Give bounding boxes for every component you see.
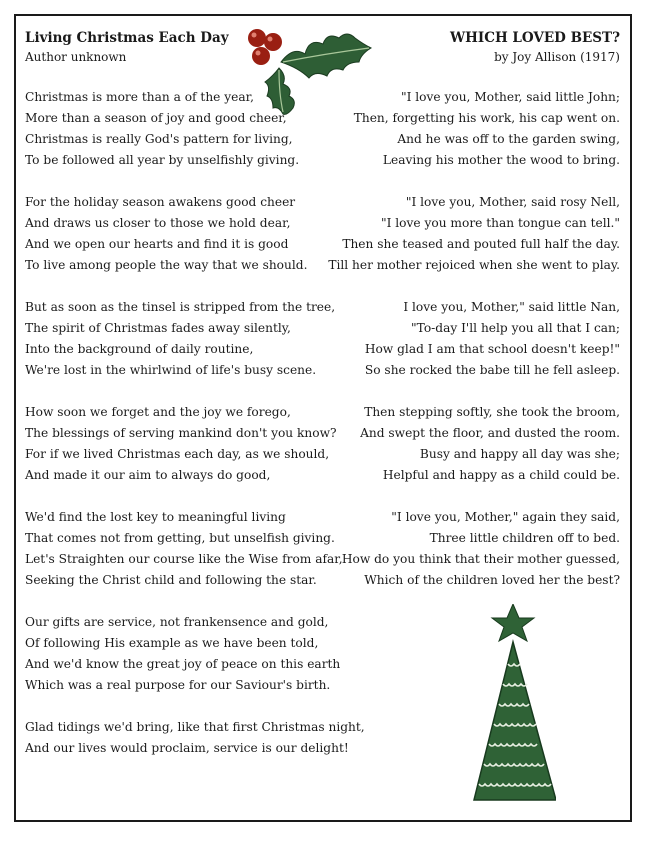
right-poem-line: Then stepping softly, she took the broom, [364,405,620,419]
right-poem-line: How glad I am that school doesn't keep!" [364,342,620,356]
left-poem-stanza [25,402,355,486]
right-poem-line: How do you think that their mother guessed, [341,552,620,566]
left-poem-line: To live among people the way that we should. [25,258,308,272]
right-poem-stanza [320,297,620,381]
left-poem-line: That comes not from getting, but unselfish giving. [25,531,335,545]
left-poem-line: Of following His example as we have been told, [25,636,319,650]
right-poem-line: "I love you, Mother, said little John; [400,90,620,104]
left-poem-line: Which was a real purpose for our Saviour's birth. [25,678,331,692]
right-poem-title: WHICH LOVED BEST? [449,30,620,46]
right-poem-line: Till her mother rejoiced when she went to play. [328,258,620,272]
left-poem-stanza [25,717,365,759]
left-poem-line: More than a season of joy and good cheer, [25,111,287,125]
left-poem-line: Seeking the Christ child and following the star. [25,573,317,587]
left-poem-line: Let's Straighten our course like the Wise from afar, [25,552,343,566]
left-poem-line: We're lost in the whirlwind of life's busy scene. [25,363,317,377]
right-poem-stanza [320,402,620,486]
left-poem-line: To be followed all year by unselfishly giving. [25,153,300,167]
right-poem-line: And swept the floor, and dusted the room. [360,426,620,440]
left-poem-stanza [25,507,355,591]
right-poem-line: Busy and happy all day was she; [419,447,620,461]
right-poem-line: "I love you more than tongue can tell." [380,216,620,230]
left-poem-line: How soon we forget and the joy we forego, [25,405,291,419]
left-poem-line: The spirit of Christmas fades away silently, [25,321,291,335]
left-poem-line: For the holiday season awakens good cheer [25,195,296,209]
left-poem-line: The blessings of serving mankind don't you know? [25,426,337,440]
left-poem-line: We'd find the lost key to meaningful living [25,510,286,524]
left-poem-line: And draws us closer to those we hold dear, [25,216,291,230]
right-poem-line: So she rocked the babe till he fell asleep. [364,363,620,377]
left-poem-line: Glad tidings we'd bring, like that first Christmas night, [25,720,365,734]
left-poem-body [25,87,365,759]
right-poem-line: Leaving his mother the wood to bring. [382,153,620,167]
left-poem-title: Living Christmas Each Day [25,30,229,46]
left-poem-author: Author unknown [25,50,127,64]
left-poem-stanza [25,192,355,276]
left-poem-line: But as soon as the tinsel is stripped from the tree, [25,300,336,314]
left-poem-line: And we open our hearts and find it is good [25,237,289,251]
left-poem-line: And we'd know the great joy of peace on this earth [25,657,341,671]
left-poem-stanza [25,297,355,381]
left-poem-line: Into the background of daily routine, [25,342,254,356]
right-poem-line: And he was off to the garden swing, [397,132,620,146]
left-poem-stanza [25,612,355,696]
left-poem-line: And made it our aim to always do good, [25,468,271,482]
right-poem-body [320,87,620,591]
right-poem-line: "I love you, Mother, said rosy Nell, [405,195,620,209]
right-poem-stanza [320,507,620,591]
right-poem-line: Then, forgetting his work, his cap went on. [353,111,620,125]
right-poem-line: Three little children off to bed. [429,531,620,545]
left-poem-line: Christmas is really God's pattern for living, [25,132,293,146]
right-poem-line: "To-day I'll help you all that I can; [411,321,620,335]
left-poem-line: And our lives would proclaim, service is our delight! [25,741,349,755]
right-poem-author: by Joy Allison (1917) [494,50,620,64]
right-poem-line: Helpful and happy as a child could be. [382,468,620,482]
left-poem-line: Our gifts are service, not frankensence and gold, [25,615,329,629]
right-poem-line: "I love you, Mother," again they said, [391,510,620,524]
holly-icon [243,24,373,116]
right-poem-line: Then she teased and pouted full half the day. [342,237,620,251]
right-poem-stanza [320,192,620,276]
left-poem [25,28,365,759]
left-poem-line: Christmas is more than a of the year, [25,90,254,104]
right-poem-line: Which of the children loved her the best? [364,573,620,587]
right-poem-line: I love you, Mother," said little Nan, [403,300,620,314]
left-poem-line: For if we lived Christmas each day, as we should, [25,447,330,461]
christmas-tree-icon [472,604,556,802]
